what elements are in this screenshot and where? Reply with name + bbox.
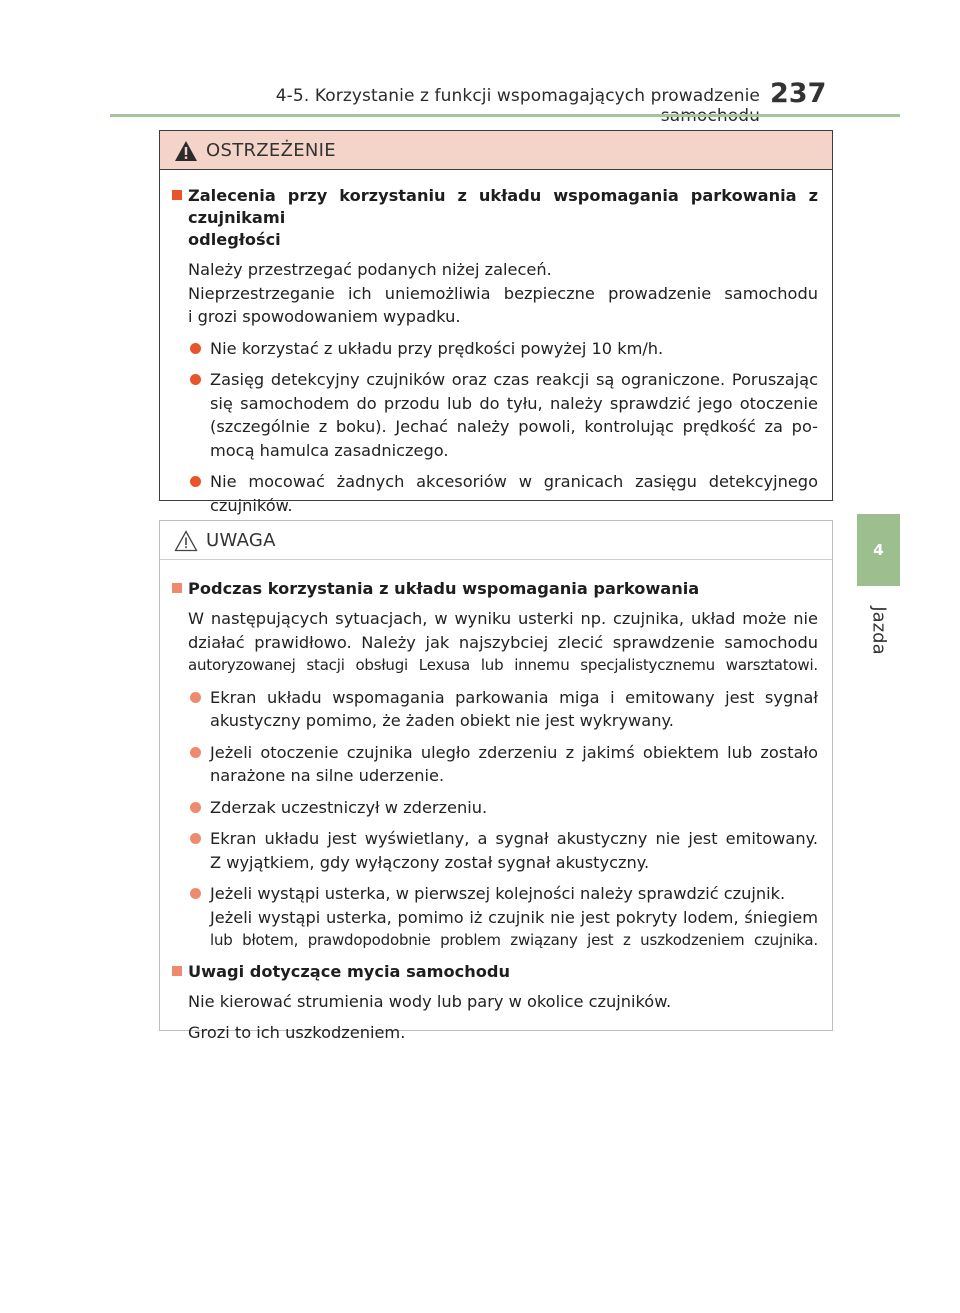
notice-box [159, 520, 833, 1042]
notice-box-header [160, 521, 832, 560]
warning-intro [172, 258, 818, 329]
square-bullet-icon [172, 583, 182, 593]
notice-washing-text: Nie kierować strumienia wody lub pary w okolice czujników. Grozi to ich uszkodzeniem. [188, 991, 672, 1042]
notice-section-heading: Uwagi dotyczące mycia samochodu [172, 961, 818, 983]
notice-section-heading: Podczas korzystania z układu wspomagania parkowania [172, 578, 818, 600]
list-item: Ekran układu jest wyświetlany, a sygnał akustyczny nie jest emitowany. Z wyjątkiem, gdy wyłączony został sygnał akustyczny. [172, 827, 818, 874]
round-bullet-icon [190, 343, 201, 354]
list-item: Nie mocować żadnych akcesoriów w granicach zasięgu detekcyjnego czujników. [172, 470, 818, 517]
warning-label: OSTRZEŻENIE [206, 140, 336, 161]
list-item: Zderzak uczestniczył w zderzeniu. [172, 796, 818, 820]
intro-line: Nieprzestrzeganie ich uniemożliwia bezpieczne prowadzenie samochodu [188, 283, 818, 303]
chapter-tab [857, 514, 900, 586]
round-bullet-icon [190, 802, 201, 813]
notice-label: UWAGA [206, 530, 276, 551]
intro-line: Należy przestrzegać podanych niżej zaleceń. [188, 260, 552, 279]
warning-box [159, 130, 833, 515]
warning-triangle-icon [174, 140, 198, 162]
list-item: Jeżeli wystąpi usterka, w pierwszej kolejności należy sprawdzić czujnik. Jeżeli wystąpi usterka, pomimo iż czujnik nie jest pokryty lodem, śniegiem lub błotem, prawdopodobnie problem związany jest z uszkodzeniem czujnika. [172, 882, 818, 953]
chapter-label [862, 600, 896, 660]
list-item: Nie korzystać z układu przy prędkości powyżej 10 km/h. [172, 337, 818, 361]
list-item: Zasięg detekcyjny czujników oraz czas reakcji są ograniczone. Poruszając się samochodem do przodu lub do tyłu, należy sprawdzić jego otoczenie (szczególnie z boku). Jechać należy powoli, kontrolując prędkość za po- mocą hamulca zasadniczego. [172, 368, 818, 462]
chapter-label-text: Jazda [868, 605, 890, 655]
round-bullet-icon [190, 692, 201, 703]
list-item: Ekran układu wspomagania parkowania miga i emitowany jest sygnał akustyczny pomimo, że żaden obiekt nie jest wykrywany. [172, 686, 818, 733]
intro-line: i grozi spowodowaniem wypadku. [188, 307, 461, 326]
list-item: Jeżeli otoczenie czujnika uległo zderzeniu z jakimś obiektem lub zostało narażone na silne uderzenie. [172, 741, 818, 788]
square-bullet-icon [172, 966, 182, 976]
notice-intro [172, 607, 818, 678]
warning-box-header [160, 131, 832, 170]
chapter-number: 4 [873, 541, 884, 559]
warning-body [172, 185, 818, 517]
heading-line: Zalecenia przy korzystaniu z układu wspomagania parkowania z czujnikami [188, 186, 818, 227]
round-bullet-icon [190, 374, 201, 385]
round-bullet-icon [190, 833, 201, 844]
intro-line: autoryzowanej stacji obsługi Lexusa lub innemu specjalistycznemu warsztatowi. [188, 656, 818, 674]
caution-triangle-icon [174, 530, 198, 552]
intro-line: W następujących sytuacjach, w wyniku usterki np. czujnika, układ może nie [188, 609, 818, 628]
round-bullet-icon [190, 888, 201, 899]
header-rule [110, 114, 900, 117]
square-bullet-icon [172, 190, 182, 200]
round-bullet-icon [190, 747, 201, 758]
warning-section-heading [172, 185, 818, 251]
running-header-title: 4-5. Korzystanie z funkcji wspomagających prowadzenie [275, 86, 760, 106]
page-number: 237 [770, 78, 827, 109]
intro-line: działać prawidłowo. Należy jak najszybciej zlecić sprawdzenie samochodu [188, 632, 818, 652]
round-bullet-icon [190, 476, 201, 487]
notice-body [172, 578, 818, 1045]
heading-line: odległości [188, 230, 281, 249]
